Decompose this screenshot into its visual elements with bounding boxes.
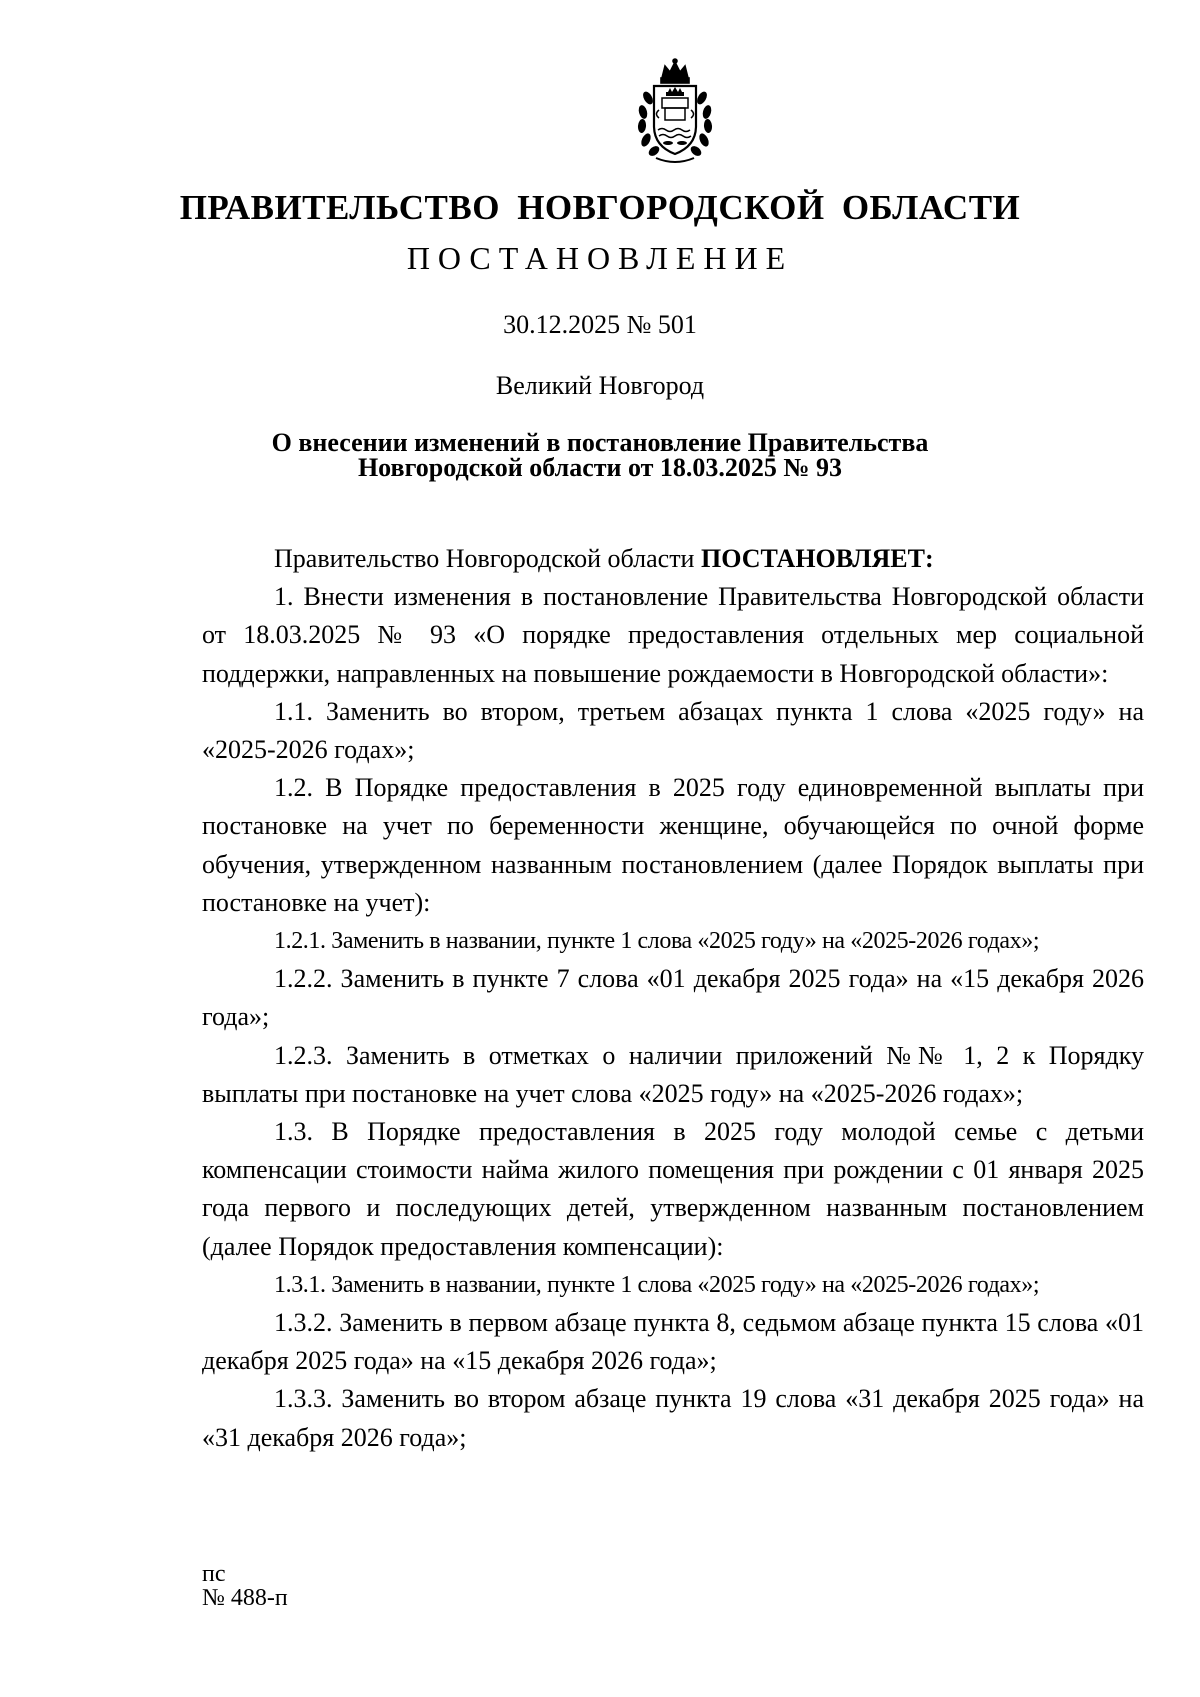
document-subject — [0, 430, 1200, 480]
intro-paragraph — [202, 540, 1144, 578]
paragraph-1-3-2: 1.3.2. Заменить в первом абзаце пункта 8, седьмом абзаце пункта 15 слова «01 декабря 2025 года» на «15 декабря 2026 года»; — [202, 1308, 1144, 1376]
novgorod-coat-of-arms-icon — [632, 58, 718, 166]
document-place: Великий Новгород — [495, 371, 705, 400]
paragraph-1-2-2: 1.2.2. Заменить в пункте 7 слова «01 декабря 2025 года» на «15 декабря 2026 года»; — [202, 964, 1144, 1032]
paragraph-1-3: 1.3. В Порядке предоставления в 2025 году молодой семье с детьми компенсации стоимости найма жилого помещения при рождении с 01 января 2025 года первого и последующих детей, утвержденном названным постановлением (далее Порядок предоставления компенсации): — [202, 1117, 1144, 1261]
intro-text: Правительство Новгородской области — [274, 544, 701, 573]
subject-line-2: Новгородской области от 18.03.2025 № 93 — [357, 453, 843, 482]
document-date-number: 30.12.2025 № 501 — [503, 310, 697, 339]
subject-line-1: О внесении изменений в постановление Правительства — [271, 428, 929, 457]
government-title: ПРАВИТЕЛЬСТВО НОВГОРОДСКОЙ ОБЛАСТИ — [179, 188, 1021, 227]
paragraph-1-3-3: 1.3.3. Заменить во втором абзаце пункта 19 слова «31 декабря 2025 года» на «31 декабря 2026 года»; — [202, 1384, 1144, 1452]
paragraph-1: 1. Внести изменения в постановление Правительства Новгородской области от 18.03.2025 № 93 «О порядке предоставления отдельных мер социальной поддержки, направленных на повышение рождаемости в Новгородской области»: — [202, 582, 1144, 688]
footer-number: № 488-п — [202, 1585, 288, 1611]
paragraph-1-2-3: 1.2.3. Заменить в отметках о наличии приложений №№ 1, 2 к Порядку выплаты при постановке на учет слова «2025 году» на «2025-2026 годах»; — [202, 1040, 1144, 1108]
document-type: ПОСТАНОВЛЕНИЕ — [406, 240, 794, 276]
paragraph-1-1: 1.1. Заменить во втором, третьем абзацах пункта 1 слова «2025 году» на «2025-2026 годах»; — [202, 696, 1144, 765]
paragraph-1-2: 1.2. В Порядке предоставления в 2025 году единовременной выплаты при постановке на учет по беременности женщине, обучающейся по очной форме обучения, утвержденном названным постановлением (далее Порядок выплаты при постановке на учет): — [202, 773, 1144, 917]
document-footer — [202, 1562, 288, 1610]
intro-resolves: ПОСТАНОВЛЯЕТ: — [700, 544, 934, 573]
paragraph-1-3-1: 1.3.1. Заменить в названии, пункте 1 слова «2025 году» на «2025-2026 годах»; — [274, 1271, 1040, 1298]
paragraph-1-2-1: 1.2.1. Заменить в названии, пункте 1 слова «2025 году» на «2025-2026 годах»; — [274, 928, 1040, 955]
footer-code: пс — [202, 1561, 226, 1587]
document-body — [202, 540, 1144, 1457]
